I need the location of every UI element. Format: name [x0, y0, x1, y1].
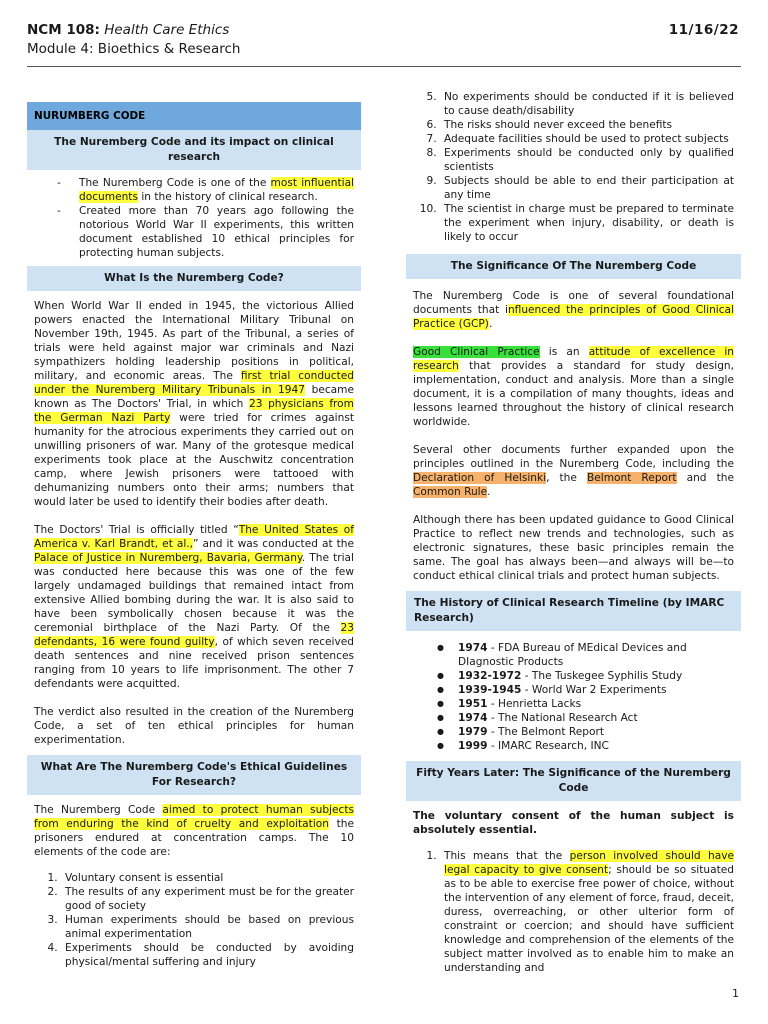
timeline-item [458, 739, 734, 753]
timeline-text: - FDA Bureau of MEdical Devices and DIagnostic Products [458, 642, 687, 668]
course-title [27, 22, 229, 38]
paragraph [406, 443, 741, 499]
list-item: - Created more than 70 years ago following the notorious World War II experiments, this written document established 10 ethical principles for protecting human subjects. [79, 204, 354, 260]
timeline-item [458, 683, 734, 697]
text-run: , of which seven received death sentences and nine received prison sentences ranging from 10 years to life imprisonment. The other 7 defendants were acquitted. [34, 636, 355, 690]
text-run: ; should be so situated as to be able to exercise free power of choice, without the intervention of any element of force, fraud, deceit, duress, overreaching, or other ulterior form of constraint or coercion; and should have sufficient knowledge and comprehension of the elements of the subject matter involved as to enable him to make an understanding and [444, 864, 734, 974]
text-run: . [488, 318, 493, 330]
text-run: The Nuremberg Code [34, 804, 163, 816]
section-heading-timeline: The History of Clinical Research Timeline (by IMARC Research) [406, 591, 741, 631]
text-run: Several other documents further expanded upon the principles outlined in the Nuremberg Code, including the [413, 444, 734, 470]
timeline-item [458, 697, 734, 711]
section-heading-significance: The Significance Of The Nuremberg Code [406, 254, 741, 279]
timeline-text: - The Belmont Report [487, 726, 605, 738]
paragraph [27, 803, 361, 859]
header-date: 11/16/22 [668, 22, 739, 38]
list-item: 3. Human experiments should be based on previous animal experimentation [61, 913, 354, 941]
list-item: 6. The risks should never exceed the benefits [440, 118, 734, 132]
text-run: ” and it was conducted at the [193, 538, 354, 550]
timeline-year: 1939-1945 [458, 684, 522, 696]
list-item: 4. Experiments should be conducted by avoiding physical/mental suffering and injury [61, 941, 354, 969]
timeline-text: - The National Research Act [487, 712, 638, 724]
list-item: 8. Experiments should be conducted only by qualified scientists [440, 146, 734, 174]
left-column [27, 102, 361, 969]
timeline-item [458, 711, 734, 725]
timeline-year: 1932-1972 [458, 670, 522, 682]
page-header [27, 22, 741, 67]
text-run: . [487, 486, 491, 498]
timeline-text: - The Tuskegee Syphilis Study [521, 670, 683, 682]
paragraph [27, 299, 361, 509]
highlight: Palace of Justice in Nuremberg, Bavaria, Germany [34, 552, 302, 564]
timeline-year: 1979 [458, 726, 488, 738]
text-run: When World War II ended in 1945, the victorious Allied powers enacted the International Military Tribunal on November 19th, 1945. As part of the Tribunal, a series of trials were held against major war criminals and Nazi sympathizers holding leadership positions in political, military, and economic areas. The [34, 300, 354, 382]
text-run: were tried for crimes against humanity for the atrocious experiments they carried out on unwilling prisoners of war. Many of the grotesque medical experiments took place at the Auschwitz concentration camp, where Jewish prisoners were tattooed with dehumanizing numbers onto their arms; numbers that would later be used to identify their bodies after death. [34, 412, 354, 508]
timeline-year: 1999 [458, 740, 488, 752]
list-item [440, 849, 734, 975]
list-item: 7. Adequate facilities should be used to protect subjects [440, 132, 734, 146]
highlight-orange: Belmont Report [586, 472, 677, 484]
module-title: Module 4: Bioethics & Research [27, 41, 241, 57]
text-run: This means that the [444, 850, 570, 862]
timeline-item [458, 669, 734, 683]
list-item: 2. The results of any experiment must be for the greater good of society [61, 885, 354, 913]
timeline-list [406, 641, 741, 753]
timeline-item [458, 641, 734, 669]
timeline-year: 1974 [458, 642, 488, 654]
paragraph [406, 289, 741, 331]
paragraph: Although there has been updated guidance to Good Clinical Practice to reflect new trends and technologies, such as electronic signatures, these basic principles remain the same. The goal has always been—and always will be—to conduct ethical clinical trials and protect human subjects. [413, 514, 734, 582]
text-run: The Nuremberg Code is one of several foundational documents that i [413, 290, 734, 316]
section-heading-nuremberg-code: NURUMBERG CODE [27, 102, 361, 130]
text-run: became known as The Doctors' Trial, in which [34, 384, 355, 410]
highlight: most influential documents [79, 177, 355, 203]
list-item: 5. No experiments should be conducted if it is believed to cause death/disability [440, 90, 734, 118]
paragraph [406, 345, 741, 429]
highlight: 23 defendants, 16 were found guilty [34, 622, 354, 648]
text-run: that provides a standard for study design, implementation, conduct and analysis. More than a single document, it is a compilation of many thoughts, ideas and lessons learned throughout the history of clinical research worldwide. [413, 360, 734, 428]
code-elements-list [27, 871, 361, 969]
section-heading-fifty-years: Fifty Years Later: The Significance of the Nuremberg Code [406, 761, 741, 801]
consent-list [406, 849, 741, 975]
highlight-green: Good Clinical Practice [413, 346, 540, 358]
highlight: person involved should have legal capacity to give consent [444, 850, 734, 876]
timeline-text: - World War 2 Experiments [521, 684, 667, 696]
intro-bullets [27, 176, 361, 260]
timeline-item [458, 725, 734, 739]
highlight: first trial conducted under the Nuremberg Military Tribunals in 1947 [34, 370, 354, 396]
right-column [406, 90, 741, 975]
list-item: 1. Voluntary consent is essential [61, 871, 354, 885]
course-code: NCM 108: [27, 22, 100, 38]
list-item: 9. Subjects should be able to end their participation at any time [440, 174, 734, 202]
course-name: Health Care Ethics [104, 22, 230, 38]
text-run: The Nuremberg Code is one of the [79, 177, 271, 189]
text-run: is an [539, 346, 589, 358]
timeline-year: 1951 [458, 698, 488, 710]
text-run: The Doctors' Trial is officially titled “ [34, 524, 239, 536]
page-number: 1 [732, 987, 739, 1000]
list-item [79, 176, 354, 204]
text-run: , the [546, 472, 587, 484]
code-elements-list-continued [406, 90, 741, 244]
text-run: in the history of clinical research. [137, 191, 318, 203]
section-subheading-impact: The Nuremberg Code and its impact on clinical research [27, 130, 361, 170]
highlight-orange: Declaration of Helsinki [413, 472, 547, 484]
bold-statement: The voluntary consent of the human subject is absolutely essential. [413, 810, 734, 836]
section-heading-what-is: What Is the Nuremberg Code? [27, 266, 361, 291]
paragraph [27, 523, 361, 691]
timeline-year: 1974 [458, 712, 488, 724]
timeline-text: - Henrietta Lacks [487, 698, 582, 710]
timeline-text: - IMARC Research, INC [487, 740, 609, 752]
text-run: the prisoners endured at concentration camps. The 10 elements of the code are: [34, 818, 354, 858]
highlight: nfluenced the principles of Good Clinical Practice (GCP) [413, 304, 734, 330]
paragraph: The verdict also resulted in the creation of the Nuremberg Code, a set of ten ethical principles for human experimentation. [34, 706, 354, 746]
highlight: The United States of America v. Karl Brandt, et al., [34, 524, 354, 550]
highlight: 23 physicians from the German Nazi Party [34, 398, 354, 424]
highlight-orange: Common Rule [413, 486, 488, 498]
list-item: 10. The scientist in charge must be prepared to terminate the experiment when injury, disability, or death is likely to occur [440, 202, 734, 244]
highlight: attitude of excellence in research [413, 346, 734, 372]
highlight: aimed to protect human subjects from enduring the kind of cruelty and exploitation [34, 804, 354, 830]
text-run: and the [676, 472, 734, 484]
text-run: . The trial was conducted here because this was one of the few largely undamaged buildings that remained intact from extensive Allied bombing during the war. It is also said to have been symbolically chosen because it was the ceremonial birthplace of the Nazi Party. Of the [34, 552, 354, 634]
section-heading-guidelines: What Are The Nuremberg Code's Ethical Guidelines For Research? [27, 755, 361, 795]
